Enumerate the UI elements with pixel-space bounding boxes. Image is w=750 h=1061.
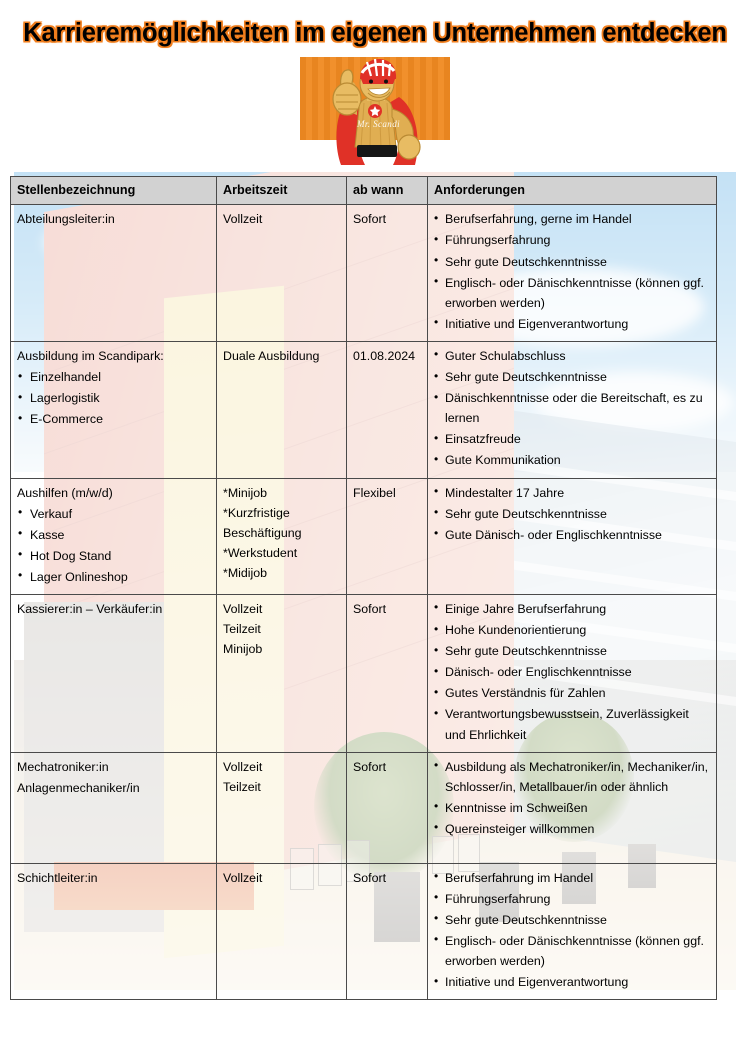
list-item: • Verantwortungsbewusstsein, Zuverlässigkeit und Ehrlichkeit	[434, 704, 710, 744]
list-item: • Berufserfahrung im Handel	[434, 868, 710, 888]
working-time-line: Duale Ausbildung	[223, 348, 320, 363]
jobs-table-body	[11, 205, 717, 1000]
list-item: • Gute Dänisch- oder Englischkenntnisse	[434, 525, 710, 545]
list-item: • Gute Kommunikation	[434, 450, 710, 470]
cell-ab-wann	[347, 205, 428, 342]
list-item: • Initiative und Eigenverantwortung	[434, 314, 710, 334]
superhero-icon	[295, 57, 450, 165]
list-item: • Sehr gute Deutschkenntnisse	[434, 910, 710, 930]
list-item: • Einsatzfreude	[434, 429, 710, 449]
table-row	[11, 594, 717, 752]
start-date: 01.08.2024	[353, 348, 416, 363]
list-item: • Englisch- oder Dänischkenntnisse (können ggf. erworben werden)	[434, 931, 710, 971]
mascot-image	[295, 57, 450, 165]
table-row	[11, 341, 717, 478]
column-header-anforderungen: Anforderungen	[428, 177, 717, 205]
list-item: • E-Commerce	[17, 409, 210, 429]
cell-stellenbezeichnung	[11, 341, 217, 478]
cell-ab-wann	[347, 863, 428, 1000]
column-header-stellenbezeichnung: Stellenbezeichnung	[11, 177, 217, 205]
list-item: • Lagerlogistik	[17, 388, 210, 408]
job-title: Schichtleiter:in	[17, 870, 98, 885]
job-subitems-list	[17, 504, 210, 587]
cell-ab-wann	[347, 594, 428, 752]
cell-anforderungen	[428, 341, 717, 478]
working-time-line: Vollzeit	[223, 601, 263, 616]
working-time-line: *Kurzfristige	[223, 505, 290, 520]
cell-arbeitszeit	[217, 594, 347, 752]
cell-ab-wann	[347, 341, 428, 478]
cell-ab-wann	[347, 478, 428, 594]
jobs-table-container	[10, 176, 716, 1000]
cell-arbeitszeit	[217, 341, 347, 478]
list-item: • Einzelhandel	[17, 367, 210, 387]
cell-arbeitszeit	[217, 478, 347, 594]
cell-stellenbezeichnung	[11, 205, 217, 342]
table-row	[11, 205, 717, 342]
list-item: • Kasse	[17, 525, 210, 545]
list-item: • Verkauf	[17, 504, 210, 524]
list-item: • Führungserfahrung	[434, 230, 710, 250]
start-date: Sofort	[353, 870, 387, 885]
table-row	[11, 863, 717, 1000]
column-header-arbeitszeit: Arbeitszeit	[217, 177, 347, 205]
table-header-row	[11, 177, 717, 205]
working-time-line: *Werkstudent	[223, 545, 298, 560]
requirements-list	[434, 483, 710, 545]
list-item: • Lager Onlineshop	[17, 567, 210, 587]
table-row	[11, 752, 717, 863]
table-row	[11, 478, 717, 594]
list-item: • Einige Jahre Berufserfahrung	[434, 599, 710, 619]
requirements-list	[434, 757, 710, 839]
requirements-list	[434, 346, 710, 471]
working-time-line: Beschäftigung	[223, 525, 302, 540]
job-title: Kassierer:in – Verkäufer:in	[17, 601, 163, 616]
list-item: • Initiative und Eigenverantwortung	[434, 972, 710, 992]
job-title: Ausbildung im Scandipark:	[17, 348, 164, 363]
working-time-line: Vollzeit	[223, 212, 263, 227]
cell-arbeitszeit	[217, 205, 347, 342]
start-date: Sofort	[353, 759, 387, 774]
working-time-line: Vollzeit	[223, 870, 263, 885]
job-subitems-list	[17, 367, 210, 429]
list-item: • Quereinsteiger willkommen	[434, 819, 710, 839]
requirements-list	[434, 599, 710, 745]
list-item: • Hot Dog Stand	[17, 546, 210, 566]
list-item: • Führungserfahrung	[434, 889, 710, 909]
job-title: Aushilfen (m/w/d)	[17, 485, 113, 500]
job-title: Abteilungsleiter:in	[17, 212, 115, 227]
list-item: • Englisch- oder Dänischkenntnisse (können ggf. erworben werden)	[434, 273, 710, 313]
working-time-line: *Midijob	[223, 565, 268, 580]
list-item: • Mindestalter 17 Jahre	[434, 483, 710, 503]
list-item: • Gutes Verständnis für Zahlen	[434, 683, 710, 703]
cell-anforderungen	[428, 478, 717, 594]
job-title: Mechatroniker:in	[17, 759, 109, 774]
list-item: • Guter Schulabschluss	[434, 346, 710, 366]
requirements-list	[434, 868, 710, 993]
cell-stellenbezeichnung	[11, 478, 217, 594]
job-subtitle: Anlagenmechaniker/in	[17, 780, 140, 795]
working-time-line: *Minijob	[223, 485, 268, 500]
list-item: • Kenntnisse im Schweißen	[434, 798, 710, 818]
cell-anforderungen	[428, 863, 717, 1000]
column-header-ab-wann: ab wann	[347, 177, 428, 205]
working-time-line: Teilzeit	[223, 779, 261, 794]
list-item: • Sehr gute Deutschkenntnisse	[434, 641, 710, 661]
list-item: • Dänisch- oder Englischkenntnisse	[434, 662, 710, 682]
cell-anforderungen	[428, 752, 717, 863]
working-time-line: Minijob	[223, 642, 263, 657]
cell-stellenbezeichnung	[11, 752, 217, 863]
jobs-table	[10, 176, 717, 1000]
cell-anforderungen	[428, 205, 717, 342]
page-title: Karrieremöglichkeiten im eigenen Unternehmen entdecken	[23, 19, 727, 47]
list-item: • Sehr gute Deutschkenntnisse	[434, 367, 710, 387]
requirements-list	[434, 209, 710, 334]
cell-stellenbezeichnung	[11, 863, 217, 1000]
list-item: • Sehr gute Deutschkenntnisse	[434, 504, 710, 524]
list-item: • Sehr gute Deutschkenntnisse	[434, 252, 710, 272]
cell-arbeitszeit	[217, 863, 347, 1000]
cell-arbeitszeit	[217, 752, 347, 863]
mascot-signature: Mr. Scandi	[357, 119, 400, 129]
list-item: • Berufserfahrung, gerne im Handel	[434, 209, 710, 229]
cell-stellenbezeichnung	[11, 594, 217, 752]
cell-ab-wann	[347, 752, 428, 863]
start-date: Sofort	[353, 212, 387, 227]
start-date: Flexibel	[353, 485, 396, 500]
working-time-line: Vollzeit	[223, 759, 263, 774]
list-item: • Dänischkenntnisse oder die Bereitschaft, es zu lernen	[434, 388, 710, 428]
start-date: Sofort	[353, 601, 387, 616]
working-time-line: Teilzeit	[223, 622, 261, 637]
list-item: • Ausbildung als Mechatroniker/in, Mechaniker/in, Schlosser/in, Metallbauer/in oder ähnlich	[434, 757, 710, 797]
cell-anforderungen	[428, 594, 717, 752]
list-item: • Hohe Kundenorientierung	[434, 620, 710, 640]
